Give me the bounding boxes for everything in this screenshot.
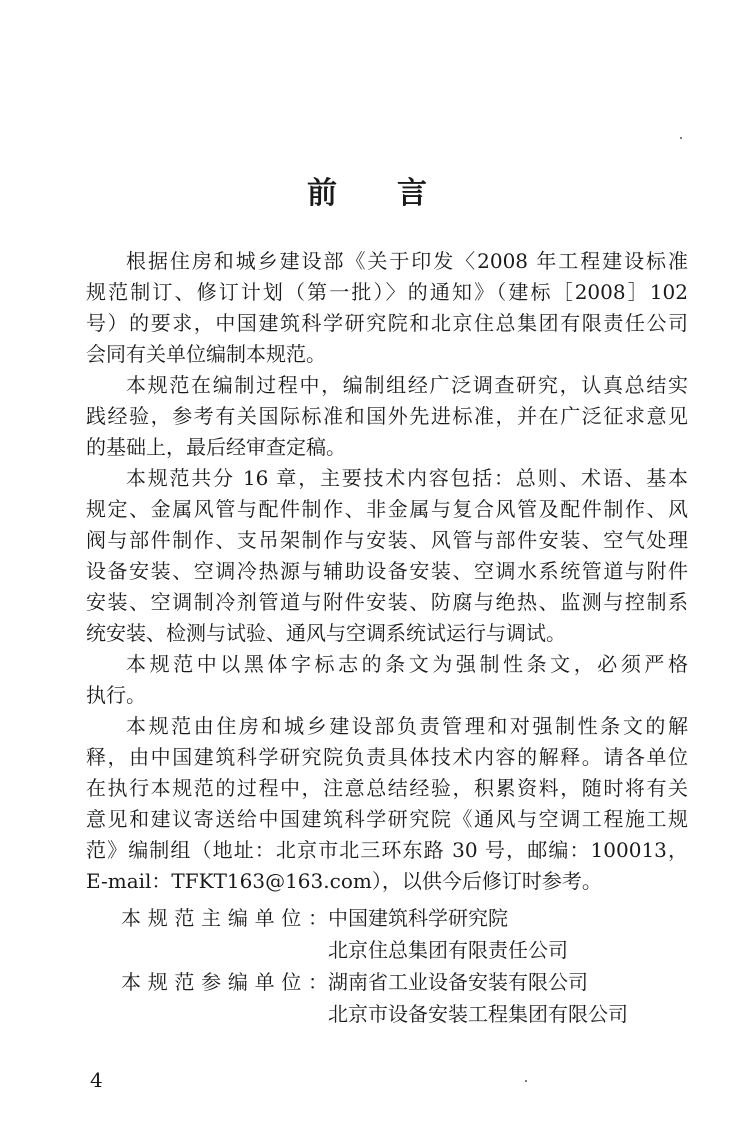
chief-unit-row (121, 903, 508, 934)
paragraph-line: 本规范共分 16 章，主要技术内容包括：总则、术语、基本 (126, 466, 688, 490)
participant-unit: 湖南省工业设备安装有限公司 (328, 970, 588, 994)
preface-body (86, 246, 688, 897)
paragraph-line: 意见和建议寄送给中国建筑科学研究院《通风与空调工程施工规 (86, 807, 688, 831)
paragraph-line: 阀与部件制作、支吊架制作与安装、风管与部件安装、空气处理 (86, 528, 688, 552)
chief-unit-label: 本规范主编单位： (121, 906, 328, 930)
paragraph-line: 执行。 (86, 683, 146, 707)
paragraph-line: 释，由中国建筑科学研究院负责具体技术内容的解释。请各单位 (86, 745, 688, 769)
page-title: 前言 (307, 176, 487, 211)
paragraph-line: 会同有关单位编制本规范。 (86, 342, 326, 366)
paragraph-line: 本规范中以黑体字标志的条文为强制性条文，必须严格 (126, 652, 688, 676)
scan-speck (680, 137, 682, 139)
paragraph-line: 本规范在编制过程中，编制组经广泛调查研究，认真总结实 (126, 373, 688, 397)
paragraph-line: 号）的要求，中国建筑科学研究院和北京住总集团有限责任公司 (86, 311, 688, 335)
paragraph-line: 根据住房和城乡建设部《关于印发〈2008 年工程建设标准 (126, 249, 688, 273)
paragraph-line: 规定、金属风管与配件制作、非金属与复合风管及配件制作、风 (86, 497, 688, 521)
paragraph-line: 统安装、检测与试验、通风与空调系统试运行与调试。 (86, 621, 566, 645)
chief-unit: 中国建筑科学研究院 (328, 906, 508, 930)
paragraph-line: 设备安装、空调冷热源与辅助设备安装、空调水系统管道与附件 (86, 559, 688, 583)
scan-speck (525, 1080, 527, 1082)
page-number: 4 (90, 1068, 103, 1092)
paragraph-line: 规范制订、修订计划（第一批）〉的通知》（建标［2008］102 (86, 280, 688, 304)
paragraph-line: 本规范由住房和城乡建设部负责管理和对强制性条文的解 (126, 714, 688, 738)
paragraph-line: 的基础上，最后经审查定稿。 (86, 435, 346, 459)
participant-unit-label: 本规范参编单位： (121, 970, 328, 994)
paragraph-line: 范》编制组（地址：北京市北三环东路 30 号，邮编：100013， (86, 838, 688, 862)
participant-unit-row (121, 967, 588, 998)
paragraph-line: 践经验，参考有关国际标准和国外先进标准，并在广泛征求意见 (86, 404, 688, 428)
paragraph-line: 安装、空调制冷剂管道与附件安装、防腐与绝热、监测与控制系 (86, 590, 688, 614)
paragraph-line: E-mail：TFKT163@163.com），以供今后修订时参考。 (86, 869, 602, 893)
paragraph-line: 在执行本规范的过程中，注意总结经验，积累资料，随时将有关 (86, 776, 688, 800)
participant-unit: 北京市设备安装工程集团有限公司 (328, 1002, 628, 1026)
chief-unit: 北京住总集团有限责任公司 (328, 938, 568, 962)
